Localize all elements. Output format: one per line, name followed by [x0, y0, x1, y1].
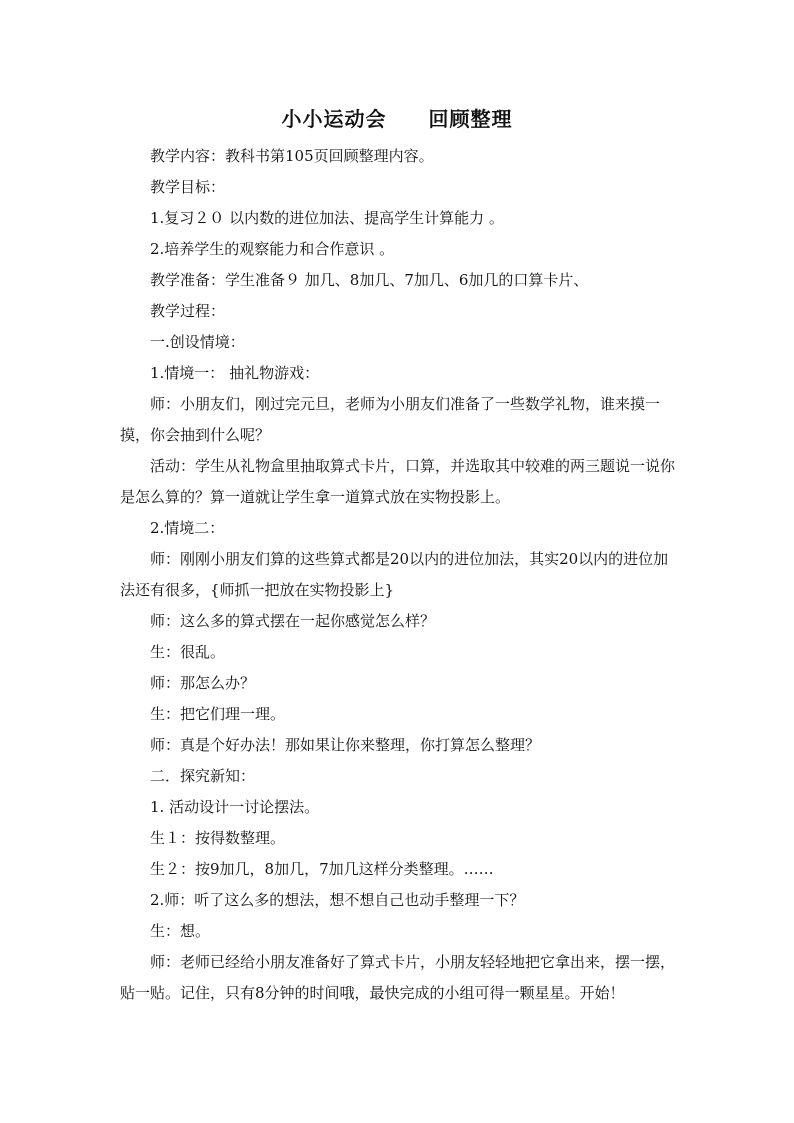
paragraph-student-2: 生：把它们理一理。: [150, 705, 286, 723]
paragraph-goal-1: 1.复习２０ 以内数的进位加法、提高学生计算能力 。: [150, 209, 504, 227]
document-title: 小小运动会 回顾整理: [281, 107, 513, 131]
paragraph-teacher-7: 师：老师已经给小朋友准备好了算式卡片，小朋友轻轻地把它拿出来，摆一摆，贴一贴。记住，只有8分钟的时间哦，最快完成的小组可得一颗星星。开始！: [120, 953, 676, 1002]
paragraph-teaching-process: 教学过程：: [150, 302, 226, 320]
paragraph-student-4: 生２：按9加几，8加几，7加几这样分类整理。……: [150, 860, 494, 878]
paragraph-student-1: 生：很乱。: [150, 643, 226, 661]
paragraph-scenario-1: 1.情境一： 抽礼物游戏：: [150, 364, 320, 382]
paragraph-activity: 活动：学生从礼物盒里抽取算式卡片，口算，并选取其中较难的两三题说一说你是怎么算的？算一道就让学生拿一道算式放在实物投影上。: [120, 457, 676, 506]
paragraph-teacher-4: 师：那怎么办？: [150, 674, 256, 692]
paragraph-scenario-2: 2.情境二：: [150, 519, 225, 537]
paragraph-goal-2: 2.培养学生的观察能力和合作意识 。: [150, 240, 395, 258]
paragraph-section-2: 二．探究新知：: [150, 767, 256, 785]
paragraph-teacher-5: 师：真是个好办法！那如果让你来整理，你打算怎么整理？: [150, 736, 541, 754]
paragraph-teacher-1: 师：小朋友们，刚过完元旦，老师为小朋友们准备了一些数学礼物，谁来摸一摸，你会抽到什么呢？: [120, 395, 661, 444]
paragraph-teaching-preparation: 教学准备：学生准备９ 加几、8加几、7加几、6加几的口算卡片、: [150, 271, 589, 289]
paragraph-teacher-3: 师：这么多的算式摆在一起你感觉怎么样？: [150, 612, 436, 630]
paragraph-teaching-goals: 教学目标：: [150, 178, 226, 196]
paragraph-student-3: 生１：按得数整理。: [150, 829, 286, 847]
paragraph-teacher-2: 师：刚刚小朋友们算的这些算式都是20以内的进位加法，其实20以内的进位加法还有很多，{师抓一把放在实物投影上}: [120, 550, 669, 599]
paragraph-teaching-content: 教学内容：教科书第105页回顾整理内容。: [150, 147, 434, 165]
paragraph-student-5: 生：想。: [150, 922, 211, 940]
document-body: [120, 141, 680, 1009]
paragraph-activity-design: 1. 活动设计一讨论摆法。: [150, 798, 320, 816]
paragraph-teacher-6: 2.师：听了这么多的想法，想不想自己也动手整理一下？: [150, 891, 525, 909]
paragraph-section-1: 一.创设情境：: [150, 333, 245, 351]
